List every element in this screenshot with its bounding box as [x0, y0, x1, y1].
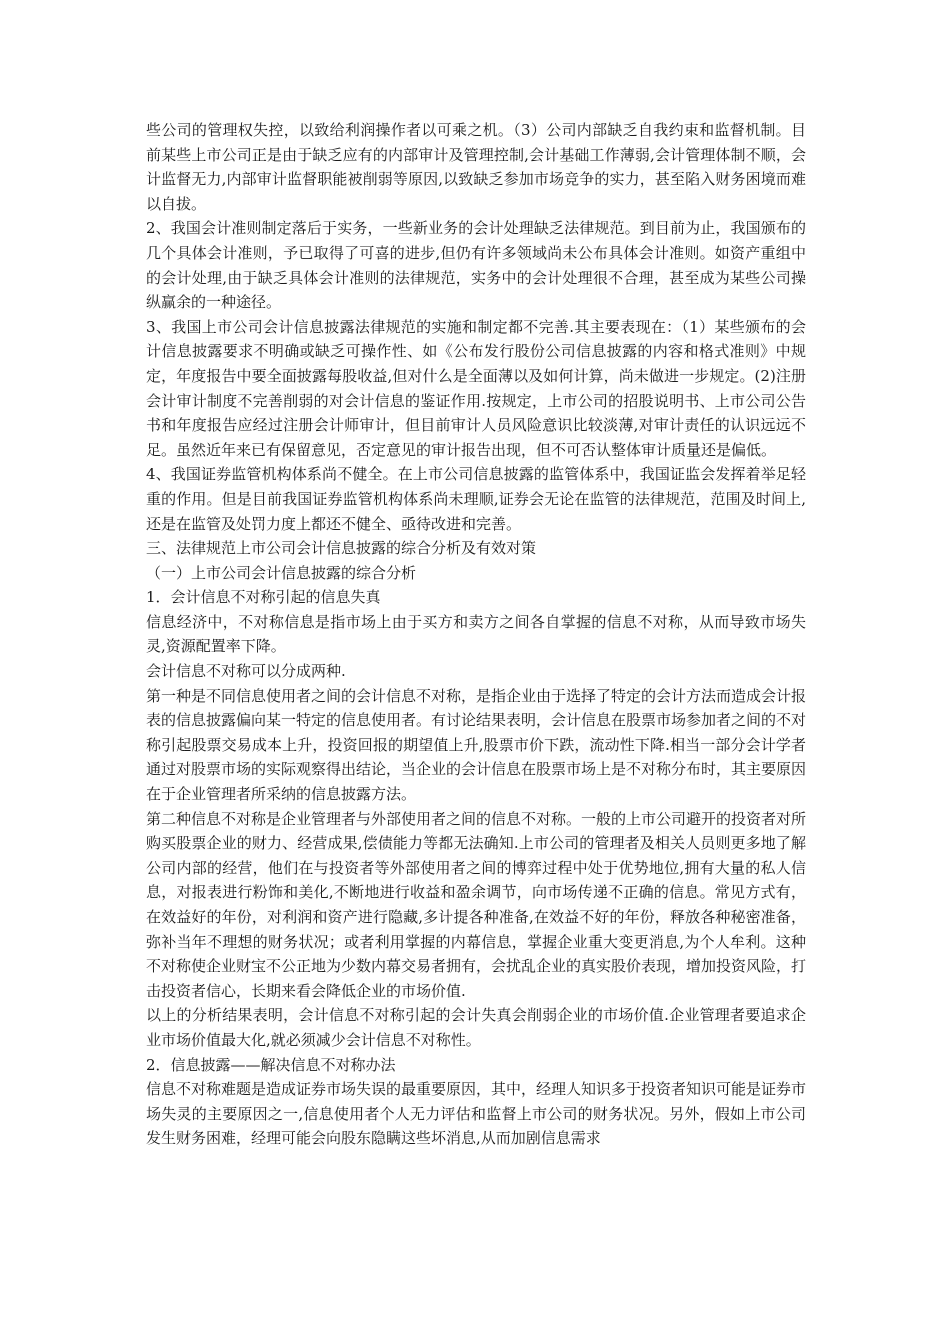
paragraph: 4、我国证券监管机构体系尚不健全。在上市公司信息披露的监管体系中，我国证监会发挥着举足轻重的作用。但是目前我国证券监管机构体系尚未理顺,证券会无论在监管的法律规范，范围及时间上,还是在监管及处罚力度上都还不健全、亟待改进和完善。	[146, 465, 806, 533]
document-body	[146, 118, 806, 1151]
paragraph: 会计信息不对称可以分成两种.	[146, 662, 346, 681]
paragraph: 3、我国上市公司会计信息披露法律规范的实施和制定都不完善.其主要表现在：（1）某些颁布的会计信息披露要求不明确或缺乏可操作性、如《公布发行股份公司信息披露的内容和格式准则》中规定，年度报告中要全面披露每股收益,但对什么是全面薄以及如何计算，尚未做进一步规定。(2)注册会计审计制度不完善削弱的对会计信息的鉴证作用.按规定，上市公司的招股说明书、上市公司公告书和年度报告应经过注册会计师审计，但目前审计人员风险意识比较淡薄,对审计责任的认识远远不足。虽然近年来已有保留意见，否定意见的审计报告出现，但不可否认整体审计质量还是偏低。	[146, 317, 806, 459]
paragraph: 以上的分析结果表明，会计信息不对称引起的会计失真会削弱企业的市场价值.企业管理者要追求企业市场价值最大化,就必须减少会计信息不对称性。	[146, 1006, 806, 1049]
paragraph: 第一种是不同信息使用者之间的会计信息不对称，是指企业由于选择了特定的会计方法而造成会计报表的信息披露偏向某一特定的信息使用者。有讨论结果表明，会计信息在股票市场参加者之间的不对称引起股票交易成本上升，投资回报的期望值上升,股票市价下跌，流动性下降.相当一部分会计学者通过对股票市场的实际观察得出结论，当企业的会计信息在股票市场上是不对称分布时，其主要原因在于企业管理者所采纳的信息披露方法。	[146, 686, 807, 804]
section-heading: 三、法律规范上市公司会计信息披露的综合分析及有效对策	[146, 539, 537, 558]
paragraph: 信息经济中，不对称信息是指市场上由于买方和卖方之间各自掌握的信息不对称，从而导致市场失灵,资源配置率下降。	[146, 612, 806, 656]
paragraph: 些公司的管理权失控，以致给利润操作者以可乘之机。（3）公司内部缺乏自我约束和监督机制。目前某些上市公司正是由于缺乏应有的内部审计及管理控制,会计基础工作薄弱,会计管理体制不顺，会计监督无力,内部审计监督职能被削弱等原因,以致缺乏参加市场竞争的实力，甚至陷入财务困境而难以自拔。	[146, 121, 806, 213]
item-heading: 1．会计信息不对称引起的信息失真	[146, 588, 381, 607]
paragraph: 信息不对称难题是造成证券市场失误的最重要原因，其中，经理人知识多于投资者知识可能是证券市场失灵的主要原因之一,信息使用者个人无力评估和监督上市公司的财务状况。另外，假如上市公司发生财务困难，经理可能会向股东隐瞒这些坏消息,从而加剧信息需求	[146, 1080, 807, 1148]
paragraph: 第二种信息不对称是企业管理者与外部使用者之间的信息不对称。一般的上市公司避开的投资者对所购买股票企业的财力、经营成果,偿债能力等都无法确知.上市公司的管理者及相关人员则更多地了解公司内部的经营，他们在与投资者等外部使用者之间的博弈过程中处于优势地位,拥有大量的私人信息，对报表进行粉饰和美化,不断地进行收益和盈余调节，向市场传递不正确的信息。常见方式有，在效益好的年份，对利润和资产进行隐藏,多计提各种准备,在效益不好的年份，释放各种秘密准备，弥补当年不理想的财务状况；或者利用掌握的内幕信息，掌握企业重大变更消息,为个人牟利。这种不对称使企业财宝不公正地为少数内幕交易者拥有，会扰乱企业的真实股价表现，增加投资风险，打击投资者信心，长期来看会降低企业的市场价值.	[146, 809, 807, 1000]
paragraph: 2、我国会计准则制定落后于实务，一些新业务的会计处理缺乏法律规范。到目前为止，我国颁布的几个具体会计准则，予已取得了可喜的进步,但仍有许多领域尚未公布具体会计准则。如资产重组中的会计处理,由于缺乏具体会计准则的法律规范，实务中的会计处理很不合理，甚至成为某些公司操纵赢余的一种途径。	[146, 219, 806, 312]
subsection-heading: （一）上市公司会计信息披露的综合分析	[146, 563, 417, 582]
item-heading: 2．信息披露——解决信息不对称办法	[146, 1055, 396, 1074]
